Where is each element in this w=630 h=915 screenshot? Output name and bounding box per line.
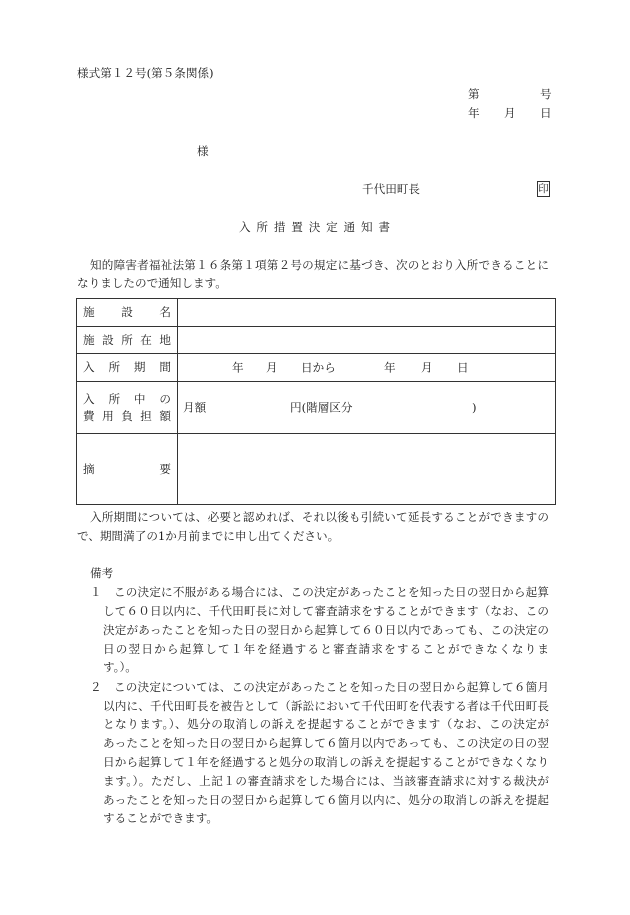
note-line: あったことを知った日の翌日から起算して６箇月以内に、処分の取消しの訴えを提起 bbox=[103, 793, 549, 807]
facility-address-label: 施設所在地 bbox=[83, 332, 171, 347]
table-row-facility-name bbox=[76, 298, 556, 326]
recipient-honorific: 様 bbox=[197, 144, 209, 158]
table-label-cell bbox=[77, 327, 178, 353]
seal-mark: 印 bbox=[538, 183, 549, 195]
table-row-admission-period bbox=[76, 353, 556, 381]
intro-line: なりましたので通知します。 bbox=[77, 276, 227, 290]
note-line: して６０日以内に、千代田町長に対して審査請求をすることができます（なお、この bbox=[103, 604, 549, 618]
document-title: 入所措置決定通知書 bbox=[239, 220, 390, 234]
period-from-year: 年 bbox=[232, 360, 244, 374]
form-number: 様式第１２号(第５条関係) bbox=[77, 66, 214, 80]
facility-address-value bbox=[178, 327, 555, 353]
document-number-suffix: 号 bbox=[540, 87, 552, 101]
cost-burden-value bbox=[178, 382, 555, 433]
admission-period-value bbox=[178, 354, 555, 381]
table-row-cost-burden bbox=[76, 381, 556, 433]
issue-date-day: 日 bbox=[540, 106, 552, 120]
remarks-label: 摘要 bbox=[83, 461, 171, 476]
period-to-day: 日 bbox=[457, 360, 469, 374]
note-line: この決定については、この決定があったことを知った日の翌日から起算して６箇月 bbox=[114, 680, 549, 694]
issue-date-month: 月 bbox=[504, 106, 516, 120]
income-bracket-close: ) bbox=[472, 400, 477, 414]
table-label-cell bbox=[77, 299, 178, 326]
table-row-facility-address bbox=[76, 326, 556, 353]
monthly-amount-label: 月額 bbox=[183, 400, 207, 414]
note-line: この決定に不服がある場合には、この決定があったことを知った日の翌日から起算 bbox=[114, 585, 549, 599]
note-number: ２ bbox=[90, 680, 102, 694]
note-line: することができます。 bbox=[103, 811, 219, 825]
remarks-value bbox=[178, 434, 555, 504]
notes-heading: 備考 bbox=[90, 566, 114, 580]
extension-note-line: 入所期間については、必要と認めれば、それ以後も引続いて延長することができますの bbox=[90, 510, 549, 524]
note-line: 決定があったことを知った日の翌日から起算して６０日以内であっても、この決定の bbox=[103, 623, 549, 637]
note-line: ます。）。ただし、上記１の審査請求をした場合には、当該審査請求に対する裁決が bbox=[103, 774, 549, 788]
facility-name-label: 施設名 bbox=[83, 305, 171, 319]
table-label-cell bbox=[77, 434, 178, 504]
note-line: 以内に、千代田町長を被告として（訴訟において千代田町を代表する者は千代田町長 bbox=[103, 699, 549, 713]
table-label-cell bbox=[77, 354, 178, 381]
issue-date-year: 年 bbox=[468, 106, 480, 120]
income-bracket-label: 円(階層区分 bbox=[290, 400, 353, 414]
issuer-name: 千代田町長 bbox=[362, 182, 420, 196]
period-from-day: 日から bbox=[301, 360, 336, 374]
period-from-month: 月 bbox=[266, 360, 278, 374]
table-label-cell bbox=[77, 382, 178, 433]
extension-note-line: で、期間満了の1か月前までに申し出てください。 bbox=[77, 529, 340, 543]
document-number-prefix: 第 bbox=[468, 87, 480, 101]
period-to-month: 月 bbox=[421, 360, 433, 374]
table-row-remarks bbox=[76, 433, 556, 505]
intro-line: 知的障害者福祉法第１６条第１項第２号の規定に基づき、次のとおり入所できることに bbox=[90, 258, 549, 272]
period-to-year: 年 bbox=[384, 360, 396, 374]
cost-burden-label-line: 費用負担額 bbox=[83, 408, 171, 423]
cost-burden-label-line: 入所中の bbox=[83, 391, 171, 406]
note-line: 日から起算して１年を経過すると処分の取消しの訴えを提起することができなくなり bbox=[103, 755, 549, 769]
note-number: １ bbox=[90, 585, 102, 599]
note-line: す。）。 bbox=[103, 660, 137, 674]
note-line: 日の翌日から起算して１年を経過すると審査請求をすることができなくなりま bbox=[103, 642, 549, 656]
note-line: となります。）、処分の取消しの訴えを提起することができます（なお、この決定が bbox=[103, 717, 549, 731]
note-line: あったことを知った日の翌日から起算して６箇月以内であっても、この決定の日の翌 bbox=[103, 736, 549, 750]
facility-name-value bbox=[178, 299, 555, 326]
admission-period-label: 入所期間 bbox=[83, 360, 171, 374]
